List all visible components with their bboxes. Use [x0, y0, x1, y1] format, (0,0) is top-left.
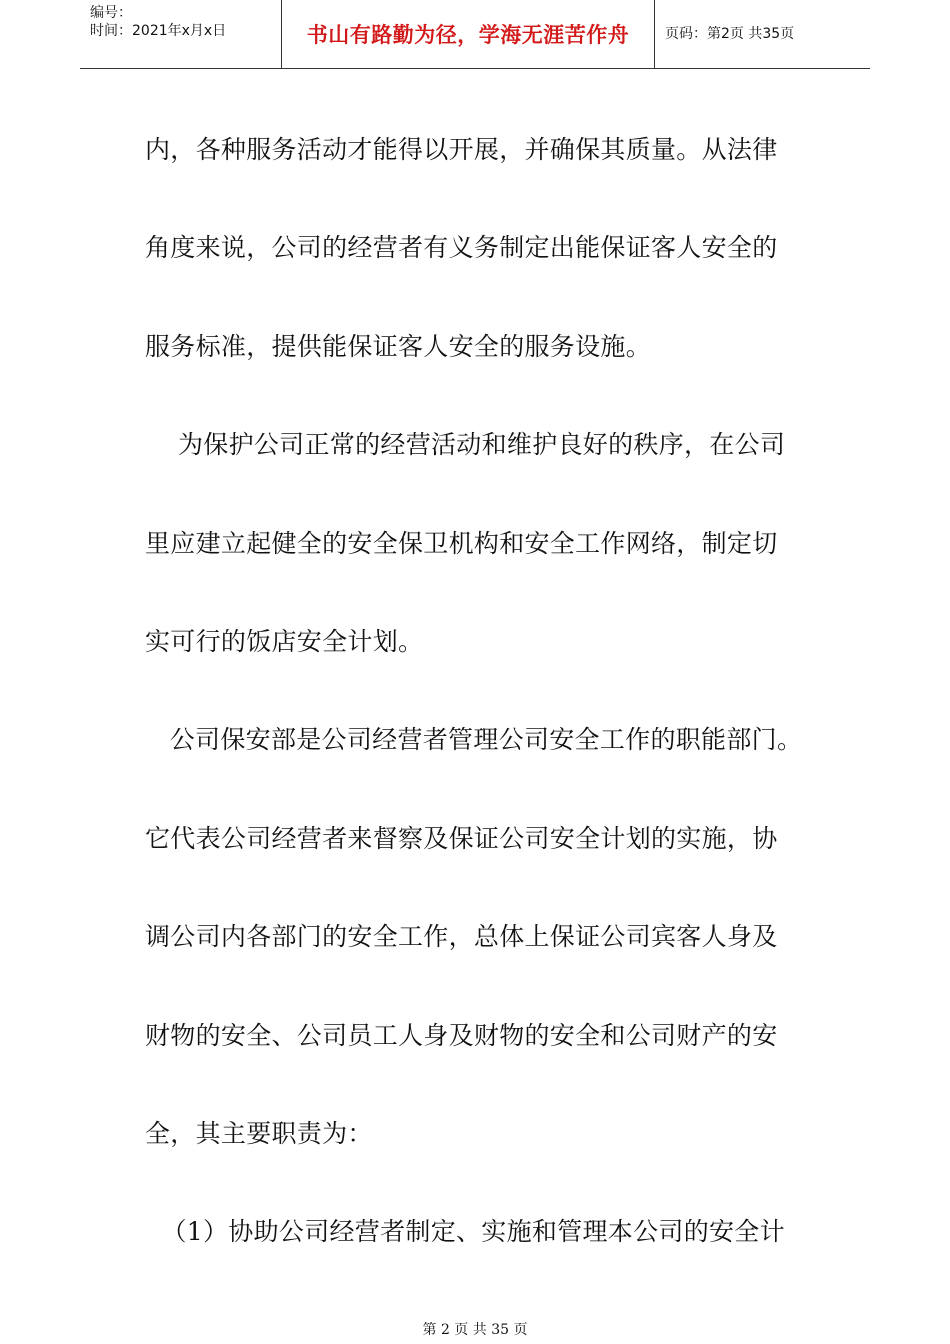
body-line: 为保护公司正常的经营活动和维护良好的秩序，在公司: [145, 430, 786, 460]
body-line: 内，各种服务活动才能得以开展，并确保其质量。从法律: [145, 135, 778, 164]
body-line: （1）协助公司经营者制定、实施和管理本公司的安全计: [145, 1217, 785, 1247]
body-line: 财物的安全、公司员工人身及财物的安全和公司财产的安: [145, 1020, 778, 1050]
body-line: 它代表公司经营者来督察及保证公司安全计划的实施，协: [145, 823, 778, 853]
body-line: 全，其主要职责为：: [145, 1118, 373, 1148]
page-footer: 第 2 页 共 35 页: [422, 1322, 528, 1338]
header-page-cell: [655, 0, 870, 68]
body-line: 角度来说，公司的经营者有义务制定出能保证客人安全的: [145, 233, 778, 263]
body-line: 公司保安部是公司经营者管理公司安全工作的职能部门。: [145, 725, 803, 755]
header-page-label: 页码：第2页 共35页: [665, 26, 795, 42]
body-line: 实可行的饭店安全计划。: [145, 626, 424, 656]
document-body: [145, 101, 825, 1282]
body-line: 里应建立起健全的安全保卫机构和安全工作网络，制定切: [145, 528, 778, 558]
header-motto-cell: [281, 0, 655, 68]
body-line: 服务标准，提供能保证客人安全的服务设施。: [145, 331, 652, 361]
header-meta: [80, 0, 281, 68]
page-header: [80, 0, 870, 69]
body-line: 调公司内各部门的安全工作，总体上保证公司宾客人身及: [145, 922, 778, 952]
document-time-label: 时间：2021年x月x日: [90, 23, 227, 39]
document-number-label: 编号：: [90, 5, 132, 21]
header-motto: 书山有路勤为径，学海无涯苦作舟: [306, 23, 630, 47]
